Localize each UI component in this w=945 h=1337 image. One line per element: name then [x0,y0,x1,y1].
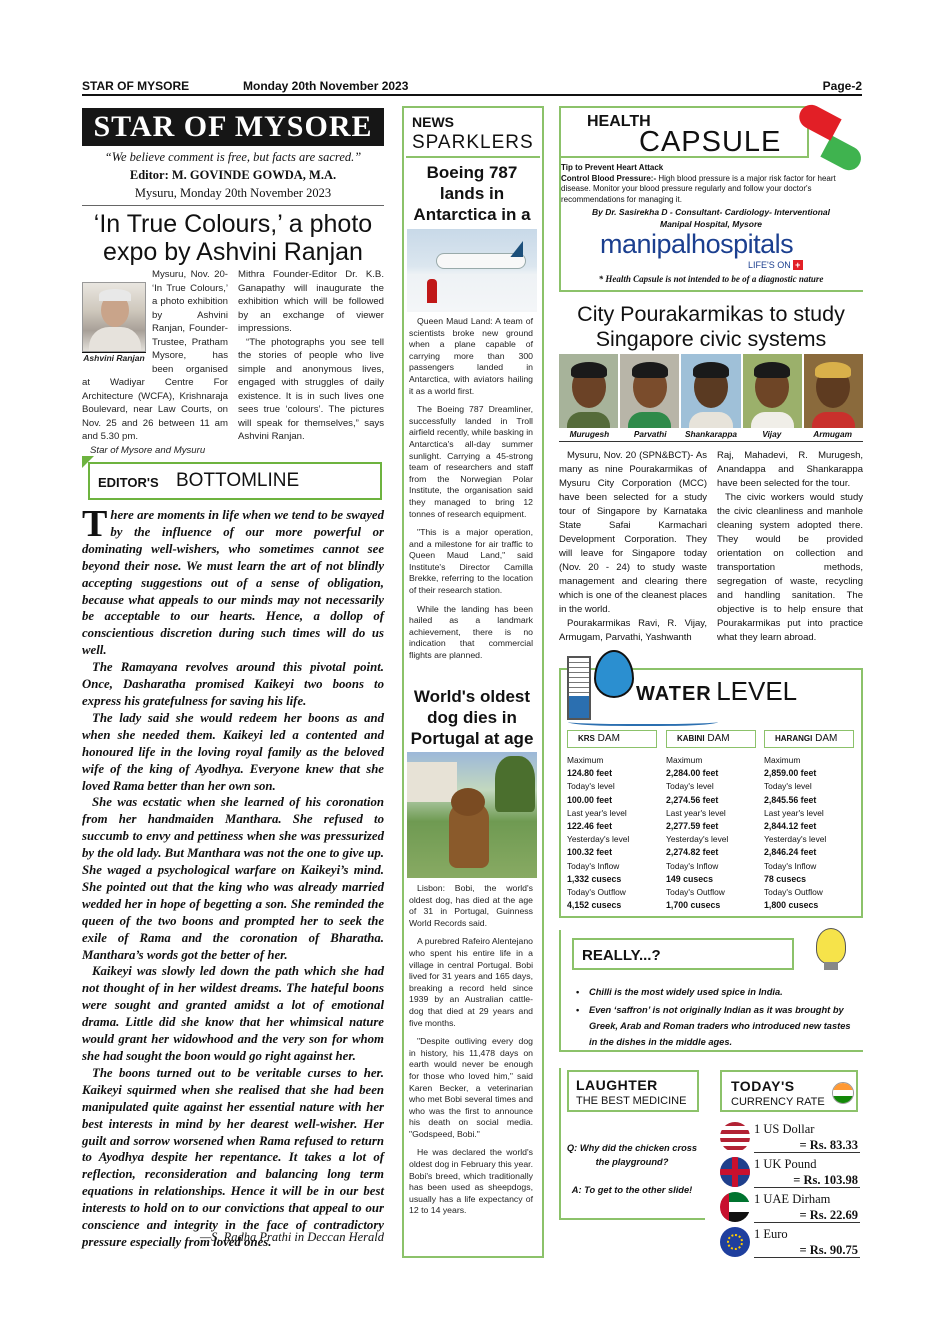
dam-name: HARANGI [775,734,813,743]
pourakarmikas-paragraph: The civic workers would study the civic cleanliness and manhole cleaning system adopted there. They would be provided orientation on collection and transportation methods, segregation of waste, recycling and handling sanitation. The objective is to help ensure that Pourakarmikas put into practice what they learn abroad. [717,492,863,643]
dam-readings-krs [567,754,659,912]
sparkler-body-2 [409,883,533,1224]
sparkler-paragraph: Lisbon: Bobi, the world's oldest dog, has died at the age of 31 in Portugal, Guinness World Records said. [409,883,533,928]
photo-caption-name: Parvathi [633,429,667,439]
really-header [572,938,794,970]
expo-paragraph: Mithra Founder-Editor Dr. K.B. Ganapathy will inaugurate the exhibition which will be followed by an exchange of viewer impressions. [238,269,384,334]
currency-rate: = Rs. 22.69 [799,1208,858,1222]
dam-suffix: DAM [815,733,838,744]
health-tip [561,163,861,205]
photo-caption-name: Vijay [762,429,782,439]
dam-reading-value: 2,274.82 feet [666,847,719,858]
header-page-number: Page-2 [822,79,862,93]
dam-suffix: DAM [707,733,730,744]
masthead-motto: “We believe comment is free, but facts are sacred.” [104,150,362,164]
dam-readings-harangi [764,754,856,912]
dam-reading-label: Last year's level [764,807,824,818]
bobi-dog-photo [407,752,537,878]
lightbulb-base [824,962,838,970]
editorial-paragraph [82,503,384,659]
pourakarmikas-paragraph: Pourakarmikas Ravi, R. Vijay, Armugam, Parvathi, Yashwanth [559,618,707,643]
masthead-editor: Editor: M. GOVINDE GOWDA, M.A. [129,168,337,182]
author-portrait [82,282,146,364]
eu-flag-icon [720,1227,750,1257]
editorial-paragraph [82,963,384,1064]
dam-reading-value: 2,846.24 feet [764,847,817,858]
dam-reading-label: Today's level [567,781,615,792]
currency-name: 1 Euro [754,1227,788,1241]
laughter-header [567,1070,699,1112]
currency-name: 1 UK Pound [754,1157,817,1171]
pourakarmikas-photos [559,354,863,428]
currency-name: 1 UAE Dirham [754,1192,831,1206]
gauge-fill [569,696,589,718]
sparklers-label-b: SPARKLERS [412,132,534,153]
dam-reading-value: 2,859.00 feet [764,768,817,779]
dam-reading-label: Today's level [764,781,812,792]
header-date: Monday 20th November 2023 [243,79,409,93]
sparkler-paragraph: A purebred Rafeiro Alentejano who spent his entire life in a village in central Portugal. Bobi lived for 31 years and 165 days, breaking a record held since 1939 by an Australian cattle-dog that died at 29 years and five months. [409,936,533,1028]
fact-item: • Even ‘saffron’ is not originally Indian as it was brought by Greek, Arab and Roman traders who introduced new tastes in the dishes in the middle ages. [574,1002,860,1050]
dam-reading-value: 2,284.00 feet [666,768,719,779]
sparkler-headline-2: World's oldest dog dies in Portugal at age [410,687,534,748]
health-tip-title: Tip to Prevent Heart Attack [561,163,664,172]
dam-reading-label: Today's Outflow [764,887,823,898]
currency-row [720,1227,860,1261]
tagline-text: LIFE'S ON [748,260,791,270]
sparkler-paragraph: Queen Maud Land: A team of scientists broke new ground when a plane capable of carrying more than 300 passengers landed in Antarctica, with aviators hailing it as a world first. [409,316,533,396]
dam-reading-value: 100.32 feet [567,847,612,858]
dam-header-kabini [666,730,756,748]
dam-reading-label: Today's Outflow [666,887,725,898]
editorial-paragraph-text: She was ecstatic when she learned of his coronation from her handmaiden Manthara. She refused to succumb to envy and pettiness when she was pressurized by the old lady. But Manthara was not the one to give up. She waged a psychological warfare on Kaikeyi’s mind. She pointed out that the king who was already married wedded her in hope of begetting a son. She reminded the queen of the two boons and prompted her to seek the exile of Rama and the coronation of Bharatha. Manthara’s words got the better of her. [82,795,384,962]
health-label-b: CAPSULE [639,126,782,158]
currency-name: 1 US Dollar [754,1122,815,1136]
dam-reading-label: Today's Inflow [666,860,719,871]
joke [566,1141,698,1197]
currency-label-a: TODAY'S [731,1078,795,1094]
plus-icon: + [793,260,803,270]
dam-reading-label: Yesterday's level [764,834,827,845]
health-label-a: HEALTH [587,113,651,130]
dam-header-harangi [764,730,854,748]
manipal-tagline [748,260,803,270]
laughter-label-a: LAUGHTER [576,1077,658,1093]
dam-reading-value: 78 cusecs [764,873,807,884]
dam-reading-value: 2,845.56 feet [764,794,817,805]
currency-row [720,1192,860,1226]
currency-rate: = Rs. 83.33 [799,1138,858,1152]
health-tip-label: Control Blood Pressure:- [561,173,657,183]
editorial-paragraph-text: The lady said she would redeem her boons as and when she needed them. Kaikeyi led a contented and honoured life in the loving royal family as the beloved wife of the king of Ayodhya. Everyone knew that she loved Rama better than her own son. [82,710,384,793]
laughter-label-b: THE BEST MEDICINE [576,1095,687,1107]
dam-reading-label: Yesterday's level [567,834,630,845]
rate-underline [754,1187,860,1188]
dam-reading-value: 2,274.56 feet [666,794,719,805]
dam-reading-value: 149 cusecs [666,873,713,884]
dam-reading-value: 1,800 cusecs [764,900,819,911]
dam-reading-value: 124.80 feet [567,768,612,779]
health-byline-doctor: By Dr. Sasirekha D - Consultant- Cardiology- Interventional [591,207,831,217]
really-facts [574,984,860,1052]
rate-underline [754,1257,860,1258]
water-level-header [636,676,797,707]
expo-lead-text: Mysuru, Nov. 20- ‘In True Colours,’ a photo exhibition by Ashvini Ranjan, Founder-Trustee, Pratham Mysore, has been organised at Wadiyar Centre For Architecture (WCFA), Krishnaraja Boulevard, near Law Courts, on Nov. 25 and 26 between 11 am and 5.30 pm. [82,269,228,442]
health-disclaimer: * Health Capsule is not intended to be of a diagnostic nature [598,274,824,284]
editorial-paragraph-text: Kaikeyi was slowly led down the path which she had not thought of in her wildest dreams. The hateful boons were sought and granted amidst a lot of emotional drama. Little did she know that her whimsical nature would grant her widowhood and the very son for whom she had sought the boon would go right against her. [82,964,384,1063]
expo-column-1 [82,268,228,457]
dam-name: KRS [578,734,595,743]
pourakarmikas-column-1 [559,449,707,645]
pourakarmikas-names [559,429,863,442]
dam-reading-label: Today's Inflow [764,860,817,871]
us-flag-icon [720,1122,750,1152]
dam-reading-value: 100.00 feet [567,794,612,805]
uae-flag-icon [720,1192,750,1222]
dam-reading-label: Maximum [764,755,801,765]
water-drop-icon [594,650,634,698]
masthead-title: STAR OF MYSORE [82,108,384,146]
page-header [82,78,862,96]
portrait-photo [559,354,618,428]
sparklers-header [404,108,542,156]
photo-caption-name: Shankarappa [684,429,738,439]
dam-reading-value: 1,700 cusecs [666,900,721,911]
dam-reading-label: Maximum [666,755,703,765]
dam-suffix: DAM [597,733,620,744]
dam-reading-value: 2,277.59 feet [666,821,719,832]
bottomline-header [88,462,382,500]
portrait-photo [681,354,740,428]
dam-reading-label: Today's level [666,781,714,792]
water-label-a: WATER [636,683,712,705]
really-label: REALLY...? [582,947,661,964]
sparkler-body-1 [409,316,533,669]
dam-reading-value: 4,152 cusecs [567,900,622,911]
portrait-photo [620,354,679,428]
dam-reading-label: Today's Outflow [567,887,626,898]
rate-underline [754,1222,860,1223]
dam-reading-value: 2,844.12 feet [764,821,817,832]
health-tip-body: High blood pressure is a major risk factor for heart disease. Monitor your blood pressure regularly and follow your doctor's recommendations for managing it. [561,173,836,204]
bottomline-label-b: BOTTOMLINE [176,470,300,491]
dam-header-krs [567,730,657,748]
health-header [561,106,805,158]
sparkler-headline-1: Boeing 787 lands in Antarctica in a [413,163,531,224]
wave-icon [568,716,718,726]
editorial-paragraph-text: here are moments in life when we tend to be swayed by the influence of our more powerful or dominating well-wishers, who sometimes cannot see beyond their nose. We must learn the art of not blindly accepting suggestions out of a sense of obligation, because what appeals to our minds may not necessarily be acceptable to our hearts. Hence, a dollop of conscientious discretion during such times will do us well. [82,508,384,658]
uk-flag-icon [720,1157,750,1187]
india-flag-icon [832,1082,854,1104]
photo-caption-name: Murugesh [569,429,610,439]
currency-label-b: CURRENCY RATE [731,1096,825,1108]
joke-question: Q: Why did the chicken cross the playground? [566,1143,698,1167]
health-byline [561,206,861,230]
dam-reading-label: Yesterday's level [666,834,729,845]
dam-reading-label: Today's Inflow [567,860,620,871]
antarctica-plane-photo [407,229,537,312]
photo-caption-name: Armugam [813,429,852,439]
pourakarmikas-headline: City Pourakarmikas to study Singapore civic systems [577,302,845,351]
currency-rate: = Rs. 103.98 [793,1173,858,1187]
expo-col1-tail: Star of Mysore and Mysuru [90,444,206,456]
dam-name: KABINI [677,734,705,743]
capsule-icon [792,110,866,156]
rate-underline [754,1152,860,1153]
dam-reading-value: 122.46 feet [567,821,612,832]
dam-reading-label: Maximum [567,755,604,765]
dam-readings-kabini [666,754,758,912]
lightbulb-icon [816,928,846,964]
health-byline-hospital: Manipal Hospital, Mysore [659,219,763,229]
dam-reading-value: 1,332 cusecs [567,873,622,884]
pourakarmikas-paragraph: Mysuru, Nov. 20 (SPN&BCT)- As many as nine Pourakarmikas of Mysuru City Corporation (MCC) have been selected for a study tour of Singapore by Karnataka State Safai Karmachari Development Corporation. They will leave for Singapore today (Nov. 20 - 24) to study waste management and clearing there which is one of the cleanest places in the world. [559,450,707,615]
dam-reading-label: Last year's level [567,807,627,818]
portrait-photo [804,354,863,428]
sparkler-paragraph: While the landing has been hailed as a landmark achievement, there is no indication that commercial flights are planned. [409,603,533,661]
masthead-dateline: Mysuru, Monday 20th November 2023 [82,186,384,206]
fact-item: • Chilli is the most widely used spice in India. [574,984,860,1000]
expo-paragraph: “The photographs you see tell the stories of people who live simple and anonymous lives, engaged with struggles of daily existence. It is in such lives one sees true ‘colours’. The pictures will speak for themselves,” says Ashvini Ranjan. [238,336,384,442]
joke-answer: A: To get to the other slide! [571,1185,693,1195]
portrait-photo [82,282,146,352]
editorial-paragraph [82,710,384,795]
expo-headline: ‘In True Colours,’ a photo expo by Ashvini Ranjan [93,210,373,266]
header-paper-name: STAR OF MYSORE [82,79,190,93]
portrait-photo [743,354,802,428]
editorial-paragraph [82,1065,384,1251]
editorial-paragraph [82,794,384,963]
bottomline-label-a: EDITOR'S [98,475,159,490]
editorial-paragraph-text: The Ramayana revolves around this pivotal point. Once, Dasharatha promised Kaikeyi two boons to express his gratefulness for saving his life. [82,660,384,708]
drop-cap: T [82,503,108,545]
editorial-paragraph [82,659,384,710]
divider [406,156,540,158]
sparkler-paragraph: The Boeing 787 Dreamliner, successfully landed in Troll airfield recently, while basking in Antarctica's all-day summer sunlight. Carrying a 45-strong team of researchers and staff from the Norwegian Polar Institute, the organisation said they managed to bring 12 tonnes of research equipment. [409,404,533,519]
water-label-b: LEVEL [716,676,798,706]
currency-rate: = Rs. 90.75 [799,1243,858,1257]
currency-row [720,1157,860,1191]
sparklers-label-a: NEWS [412,114,454,130]
sparkler-paragraph: He was declared the world's oldest dog in February this year. Bobi's breed, which traditionally has been used as sheepdogs, usually has a life expectancy of 12 to 14 years. [409,1147,533,1216]
editorial-signoff: —S. Radha Prathi in Deccan Herald [199,1230,384,1244]
expo-column-2 [238,268,384,444]
editorial-body [82,503,384,1251]
portrait-caption: Ashvini Ranjan [83,353,145,363]
sparkler-paragraph: "Despite outliving every dog in history, his 11,478 days on earth would never be enough for those who loved him," said Karen Becker, a veterinarian who met Bobi several times and who was the first to announce his death on social media. "Godspeed, Bobi." [409,1036,533,1139]
dam-reading-label: Last year's level [666,807,726,818]
pourakarmikas-paragraph: Raj, Mahadevi, R. Murugesh, Anandappa and Shankarappa have been selected for the tour. [717,450,863,489]
pourakarmikas-column-2 [717,449,863,645]
currency-row [720,1122,860,1156]
manipal-logo: manipalhospitals [600,229,794,259]
editorial-paragraph-text: The boons turned out to be veritable curses to her. Kaikeyi squirmed when she realised that she had been manipulated quite against her essential nature with her best interests in mind by her dearest well-wisher. Her guilt and sorrow worsened when Rama refused to return to Ayodhya despite her repentance. It takes a lot of reflection, reconsideration and balancing long term equations in relationships. Hence it will be in our best interests to hold on to our convictions that appeal to our conscience and integrity in the face of contradictory pressure especially from loved ones. [82,1065,384,1249]
sparkler-paragraph: "This is a major operation, and a milestone for air traffic to Queen Maud Land," said Institute's Director Camilla Brekke, referring to the location of their research station. [409,527,533,596]
